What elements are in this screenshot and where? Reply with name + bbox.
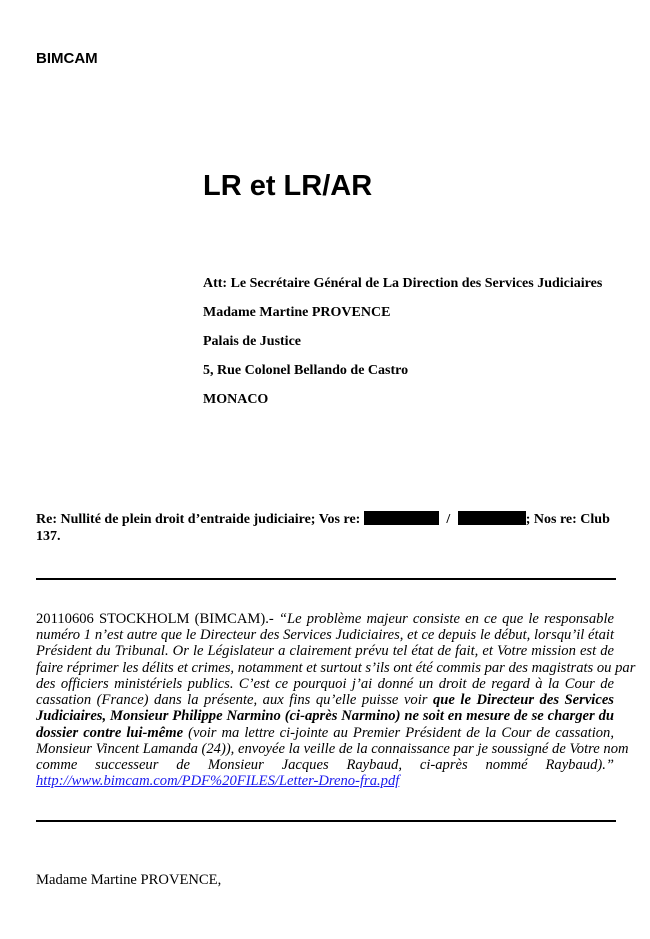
body-line bbox=[36, 676, 614, 692]
redacted-block bbox=[458, 511, 526, 525]
redacted-block bbox=[364, 511, 439, 525]
dateline: 20110606 STOCKHOLM (BIMCAM).- bbox=[36, 611, 274, 627]
letter-link[interactable]: http://www.bimcam.com/PDF%20FILES/Letter-Dreno-fra.pdf bbox=[36, 773, 400, 789]
brand-name: BIMCAM bbox=[36, 50, 98, 67]
reference-separator: / bbox=[446, 512, 451, 527]
quote-text: faire réprimer les délits et crimes, notamment et surtout s’ils ont été commis par des magistrats ou par bbox=[36, 660, 636, 676]
reference-ours: ; Nos re: Club bbox=[525, 512, 610, 527]
body-line bbox=[36, 773, 614, 789]
quote-text: comme successeur de Monsieur Jacques Raybaud, ci-après nommé Raybaud).” bbox=[36, 757, 614, 773]
body-line bbox=[36, 741, 629, 757]
quote-emphasis: Judiciaires, Monsieur Philippe Narmino (ci-après Narmino) ne soit en mesure de se charger du bbox=[36, 708, 614, 724]
quote-emphasis: dossier contre lui-même bbox=[36, 725, 184, 741]
body-line bbox=[36, 627, 614, 643]
body-line bbox=[36, 725, 614, 741]
address-recipient: Madame Martine PROVENCE bbox=[203, 305, 391, 320]
letter-title: LR et LR/AR bbox=[203, 170, 373, 202]
body-line bbox=[36, 708, 614, 724]
quote-text: cassation (France) dans la présente, aux fins qu’elle puisse voir bbox=[36, 692, 428, 708]
address-country: MONACO bbox=[203, 392, 269, 407]
body-line bbox=[36, 692, 614, 708]
quote-emphasis: que le Directeur des Services bbox=[432, 692, 614, 708]
quote-text: Monsieur Vincent Lamanda (24)), envoyée la veille de la connaissance par je soussigné de Votre nom bbox=[36, 741, 629, 757]
body-line bbox=[36, 643, 614, 659]
address-street: 5, Rue Colonel Bellando de Castro bbox=[203, 363, 409, 378]
reference-line-2: 137. bbox=[36, 529, 61, 544]
quote-text: numéro 1 n’est autre que le Directeur des Services Judiciaires, et ce depuis le début, lorsqu’il était bbox=[36, 627, 614, 643]
reference-subject: Re: Nullité de plein droit d’entraide judiciaire; Vos re: bbox=[36, 512, 361, 527]
divider bbox=[36, 578, 616, 580]
address-building: Palais de Justice bbox=[203, 334, 301, 349]
body-line bbox=[36, 757, 614, 773]
salutation: Madame Martine PROVENCE, bbox=[36, 872, 222, 888]
quote-text: “Le problème majeur consiste en ce que le responsable bbox=[278, 611, 614, 627]
quote-text: (voir ma lettre ci-jointe au Premier Président de la Cour de cassation, bbox=[188, 725, 614, 741]
body-line bbox=[36, 660, 636, 676]
reference-line bbox=[36, 511, 610, 528]
divider bbox=[36, 820, 616, 822]
body-line bbox=[36, 611, 614, 627]
quote-text: Président du Tribunal. Or le Législateur a clairement prévu tel état de fait, et Votre mission est de bbox=[36, 643, 614, 659]
address-attention: Att: Le Secrétaire Général de La Direction des Services Judiciaires bbox=[203, 276, 603, 291]
quote-text: des officiers ministériels publics. C’est ce pourquoi j’ai donné un droit de regard à la Cour de bbox=[36, 676, 614, 692]
